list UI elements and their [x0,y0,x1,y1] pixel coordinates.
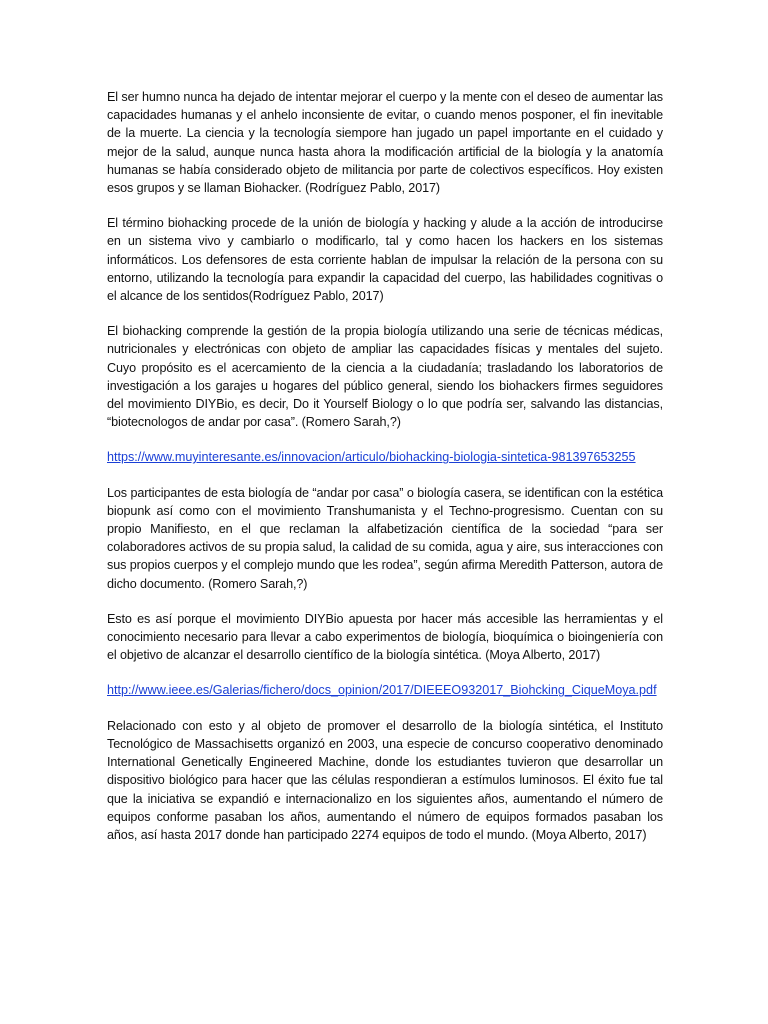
reference-link-ieee[interactable]: http://www.ieee.es/Galerias/fichero/docs_opinion/2017/DIEEEO932017_Biohcking_CiqueMoya.pdf [107,683,657,698]
paragraph-biohacking-term: El término biohacking procede de la unión de biología y hacking y alude a la acción de introducirse en un sistema vivo y cambiarlo o modificarlo, tal y como hacen los hackers en los sistemas informáticos. Los defensores de esta corriente hablan de impulsar la relación de la persona con su entorno, utilizando la tecnología para expandir la capacidad del cuerpo, las habilidades cognitivas o el alcance de los sentidos(Rodríguez Pablo, 2017) [107,216,663,304]
paragraph-intro: El ser humno nunca ha dejado de intentar mejorar el cuerpo y la mente con el deseo de aumentar las capacidades humanas y el anhelo inconsiente de evitar, o cuando menos posponer, el fin inevitable de la muerte. La ciencia y la tecnología siempore han jugado un papel importante en el cuidado y mejor de la salud, aunque nunca hasta ahora la modificación artificial de la biología y la anatomía humanas se había considerado objeto de militancia por parte de colectivos específicos. Hoy existen esos grupos y se llaman Biohacker. (Rodríguez Pablo, 2017) [107,90,663,196]
document-page [107,88,663,861]
paragraph-igem: Relacionado con esto y al objeto de promover el desarrollo de la biología sintética, el Instituto Tecnológico de Massachisetts organizó en 2003, una especie de concurso cooperativo denominado International Genetically Engineered Machine, donde los estudiantes tuvieron que desarrollar un dispositivo biológico para hacer que las células respondieran a estímulos luminosos. El éxito fue tal que la iniciativa se expandió e internacionalizo en los siguientes años, aumentando el número de equipos conforme pasaban los años, aumentando el número de equipos formados pasaban los años, así hasta 2017 donde han participado 2274 equipos de todo el mundo. (Moya Alberto, 2017) [107,718,663,842]
reference-link-container [107,448,663,466]
paragraph-participants: Los participantes de esta biología de “andar por casa” o biología casera, se identifican con la estética biopunk así como con el movimiento Transhumanista y el Techno-progresismo. Cuentan con su propio Manifiesto, en el que reclaman la alfabetización científica de la sociedad “para ser colaboradores activos de su propia salud, la calidad de su comida, agua y aire, sus interacciones con sus propios cuerpos y el complejo mundo que les rodea”, según afirma Meredith Patterson, autora de dicho documento. (Romero Sarah,?) [107,485,663,591]
paragraph-diybio: Esto es así porque el movimiento DIYBio apuesta por hacer más accesible las herramientas y el conocimiento necesario para llevar a cabo experimentos de biología, bioquímica o bioingeniería con el objetivo de alcanzar el desarrollo científico de la biología sintética. (Moya Alberto, 2017) [107,611,663,663]
paragraph-biohacking-management: El biohacking comprende la gestión de la propia biología utilizando una serie de técnicas médicas, nutricionales y electrónicas con objeto de ampliar las capacidades físicas y mentales del sujeto. Cuyo propósito es el acercamiento de la ciencia a la ciudadanía; trasladando los laboratorios de investigación a los garajes u hogares del público general, siendo los biohackers firmes seguidores del movimiento DIYBio, es decir, Do it Yourself Biology o lo que podría ser, salvando las distancias, “biotecnologos de andar por casa”. (Romero Sarah,?) [107,324,663,430]
reference-link-container [107,681,663,699]
reference-link-muyinteresante[interactable]: https://www.muyinteresante.es/innovacion/articulo/biohacking-biologia-sintetica-981397653255 [107,450,636,465]
